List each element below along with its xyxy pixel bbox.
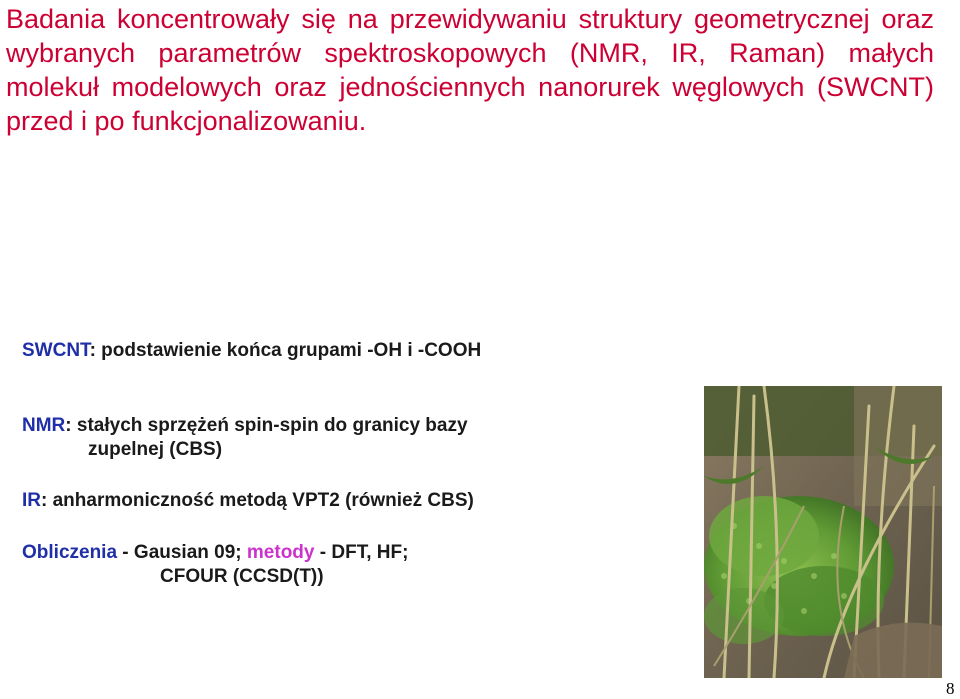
nmr-block — [22, 414, 468, 462]
calc-block — [22, 541, 408, 589]
ir-line — [22, 489, 474, 513]
plant-photo-icon — [704, 386, 942, 678]
page-number: 8 — [946, 679, 955, 698]
calc-sep2: - DFT, HF; — [314, 542, 409, 563]
nmr-text-line1: : stałych sprzężeń spin-spin do granicy bazy — [65, 415, 468, 436]
calc-line2: CFOUR (CCSD(T)) — [160, 566, 324, 587]
nmr-label: NMR — [22, 415, 66, 436]
slide-title: Badania koncentrowały się na przewidywaniu struktury geometrycznej oraz wybranych parametrów spektroskopowych (NMR, IR, Raman) małych molekuł modelowych oraz jednościennych nanorurek węglowych (SWCNT) przed i po funkcjonalizowaniu. — [6, 4, 934, 136]
calc-label: Obliczenia — [22, 542, 118, 563]
calc-methods: metody — [246, 542, 315, 563]
ir-label: IR — [22, 490, 41, 511]
nmr-text-line2: zupelnej (CBS) — [88, 439, 223, 460]
calc-sep1: - Gausian 09; — [117, 542, 247, 563]
plant-photo — [704, 386, 942, 678]
ir-text: : anharmoniczność metodą VPT2 (również CBS) — [41, 490, 474, 511]
swcnt-text: : podstawienie końca grupami -OH i -COOH — [89, 340, 482, 361]
swcnt-line — [22, 339, 481, 363]
swcnt-label: SWCNT — [22, 340, 90, 361]
